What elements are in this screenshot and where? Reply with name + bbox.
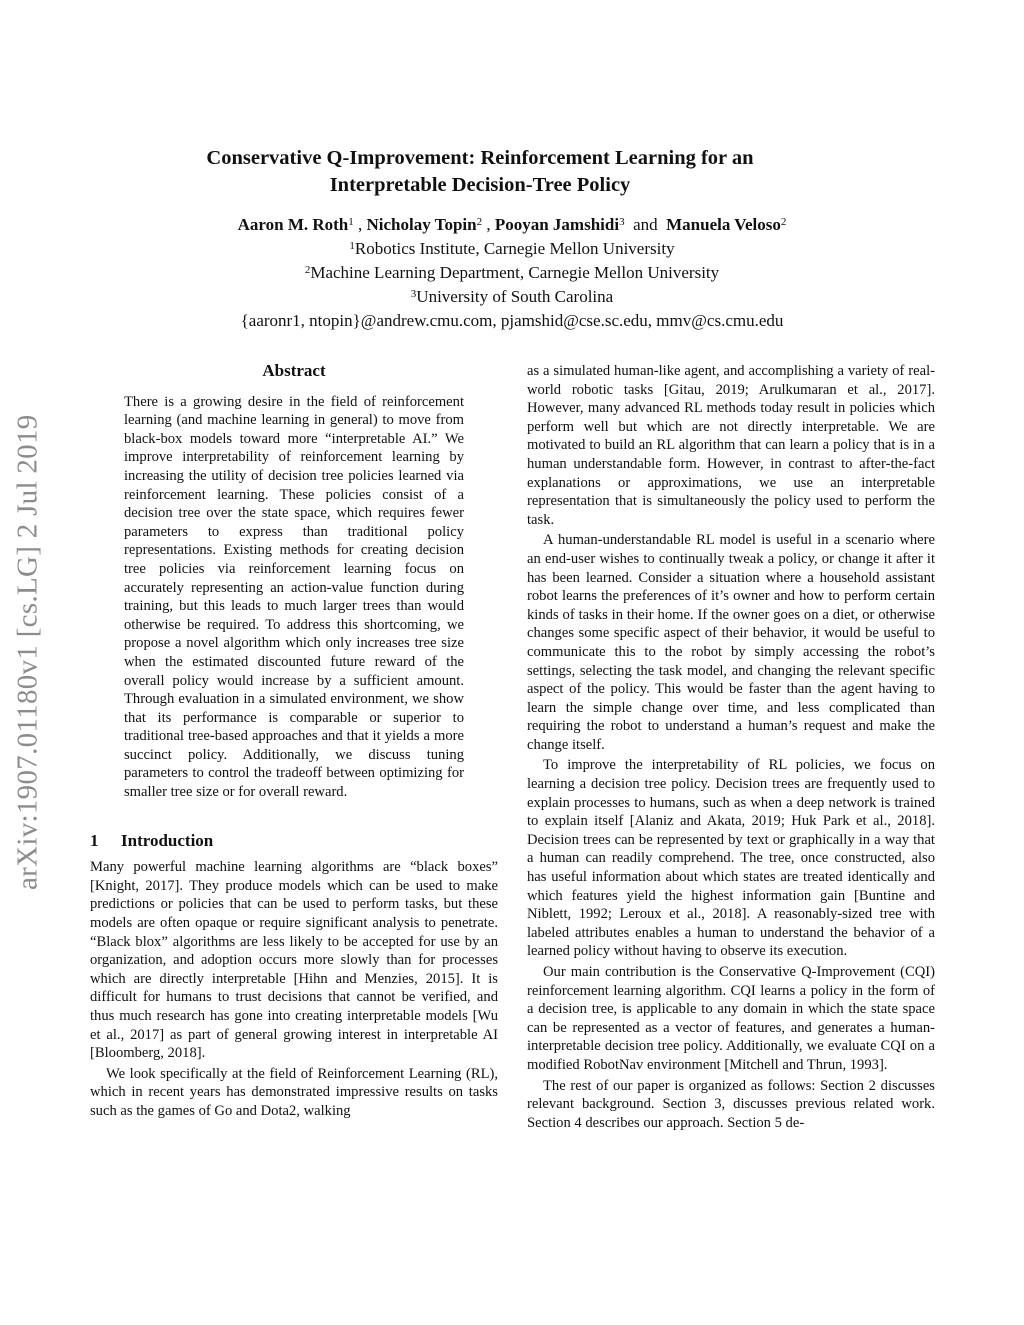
section-number: 1: [90, 830, 99, 850]
abstract-text: There is a growing desire in the field of reinforcement learning (and machine learning in general) to move from black-box models toward more “interpretable AI.” We improve interpretability of reinforcement learning by increasing the utility of decision tree policies learned via reinforcement learning. These policies consist of a decision tree over the state space, which requires fewer parameters to express than traditional policy representations. Existing methods for creating decision tree policies via reinforcement learning focus on accurately representing an action-value function during training, but this leads to much larger trees than would otherwise be required. To address this shortcoming, we propose a novel algorithm which only increases tree size when the estimated discounted future reward of the overall policy would increase by a sufficient amount. Through evaluation in a simulated environment, we show that its performance is comparable or superior to traditional tree-based approaches and that it yields a more succinct policy. Additionally, we discuss tuning parameters to control the tradeoff between optimizing for smaller tree size or for overall reward.: [124, 393, 464, 801]
affiliation-text: University of South Carolina: [416, 287, 614, 306]
author-block: [100, 213, 924, 333]
body-paragraph-2: A human-understandable RL model is useful in a scenario where an end-user wishes to continually tweak a policy, or change it after it has been learned. Consider a situation where a household assistant robot learns the preferences of it’s owner and how to perform certain kinds of tasks in their home. If the owner goes on a diet, or otherwise changes some specific aspect of their behavior, it would be useful to communicate this to the robot by simply accessing the robot’s settings, selecting the task model, and changing the relevant specific aspect of the policy. This would be faster than the agent having to learn the simple change over time, and less complicated than requiring the robot to understand a human’s request and make the change itself.: [527, 532, 935, 753]
author-sup: 2: [476, 216, 483, 228]
body-paragraph-5: The rest of our paper is organized as follows: Section 2 discusses relevant background. Section 3, discusses previous related work. Section 4 describes our approach. Section 5 de-: [527, 1077, 935, 1131]
affiliation-sup: 3: [410, 288, 417, 300]
affiliation: [100, 261, 924, 285]
author-name: Pooyan Jamshidi: [494, 215, 620, 234]
author-name: Manuela Veloso: [666, 215, 781, 234]
abstract-heading: Abstract: [262, 361, 326, 380]
right-column: [527, 362, 935, 1132]
body-paragraph-3: To improve the interpretability of RL policies, we focus on learning a decision tree policy. Decision trees are frequently used to explain processes to humans, such as when a deep network is trained to explain itself [Alaniz and Akata, 2019; Huk Park et al., 2018]. Decision trees can be represented by text or graphically in a way that a human can readily comprehend. The tree, once constructed, also has useful information about which states are treated identically and which features yield the highest information gain [Buntine and Niblett, 1992; Leroux et al., 2018]. A reasonably-sized tree with labeled attributes enables a human to understand the behavior of a learned policy without having to observe its execution.: [527, 757, 935, 960]
paper-title: [120, 145, 840, 199]
affiliation: [100, 237, 924, 261]
emails: {aaronr1, ntopin}@andrew.cmu.com, pjamshid@cse.sc.edu, mmv@cs.cmu.edu: [240, 311, 784, 330]
affiliation-sup: 2: [304, 264, 311, 276]
author-separator: ,: [358, 215, 363, 234]
author-name: Aaron M. Roth: [237, 215, 349, 234]
left-column: [90, 362, 498, 1121]
body-paragraph-4: Our main contribution is the Conservative Q-Improvement (CQI) reinforcement learning algorithm. CQI learns a policy in the form of a decision tree, is applicable to any domain in which the state space can be represented as a vector of features, and generates a human-interpretable decision tree policy. Additionally, we evaluate CQI on a modified RobotNav environment [Mitchell and Thrun, 1993].: [527, 964, 935, 1073]
author-sup: 2: [780, 216, 787, 228]
title-line-2: Interpretable Decision-Tree Policy: [329, 174, 631, 196]
author-sup: 1: [348, 216, 354, 228]
affiliation-sup: 1: [349, 240, 355, 252]
author-and: and: [633, 215, 658, 234]
abstract-body: [124, 393, 464, 802]
body-paragraph-1: as a simulated human-like agent, and accomplishing a variety of real-world robotic tasks [Gitau, 2019; Arulkumaran et al., 2017]. However, many advanced RL methods today result in policies which perform well but which are not directly interpretable. We are motivated to build an RL algorithm that can learn a policy that is in a human understandable form. However, in contrast to after-the-fact explanations or approximations, we use an interpretable representation that is simultaneously the policy used to perform the task.: [527, 363, 935, 528]
title-line-1: Conservative Q-Improvement: Reinforcement Learning for an: [206, 147, 754, 169]
affiliation-text: Machine Learning Department, Carnegie Mellon University: [310, 263, 720, 282]
intro-paragraph-2: We look specifically at the field of Reinforcement Learning (RL), which in recent years has demonstrated impressive results on tasks such as the games of Go and Dota2, walking: [90, 1065, 498, 1119]
arxiv-stamp: arXiv:1907.01180v1 [cs.LG] 2 Jul 2019: [11, 414, 44, 890]
author-name: Nicholay Topin: [366, 215, 477, 234]
affiliation: [100, 285, 924, 309]
author-separator: ,: [486, 215, 491, 234]
affiliation-text: Robotics Institute, Carnegie Mellon University: [354, 239, 675, 258]
section-heading: [90, 832, 498, 851]
author-sup: 3: [619, 216, 625, 228]
intro-paragraph-1: Many powerful machine learning algorithms are “black boxes” [Knight, 2017]. They produce models which can be used to make predictions or policies that can be used to perform tasks, but these models are often opaque or require significant analysis to penetrate. “Black blox” algorithms are less likely to be accepted for use by an organization, and adoption occurs more slowly than for processes which are directly interpretable [Hihn and Menzies, 2015]. It is difficult for humans to trust decisions that cannot be verified, and thus much research has gone into creating interpretable models [Wu et al., 2017] as part of general growing interest in interpretable AI [Bloomberg, 2018].: [90, 859, 498, 1062]
author-line: [100, 213, 924, 237]
section-title: Introduction: [121, 830, 214, 850]
